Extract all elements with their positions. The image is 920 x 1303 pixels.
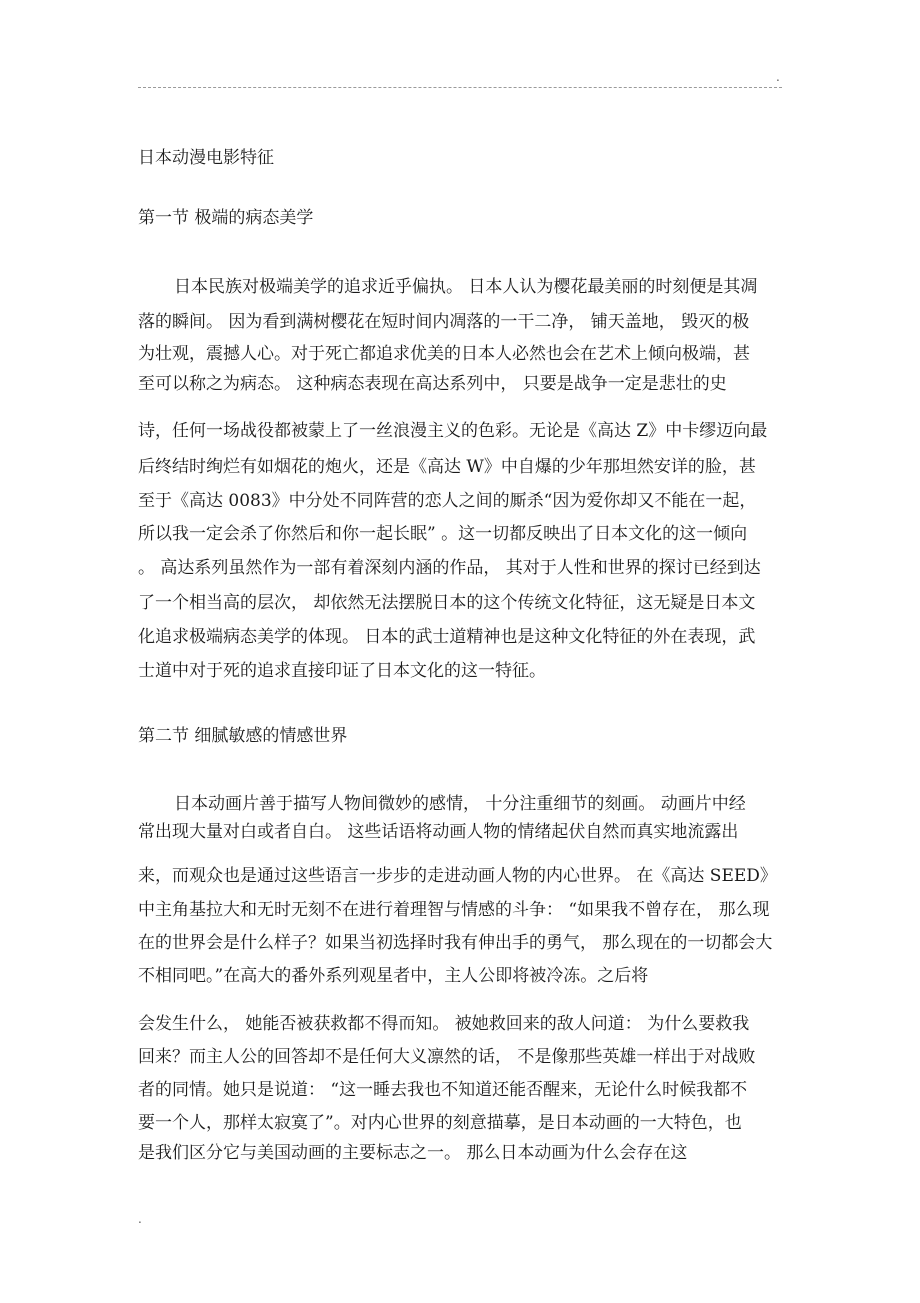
- paragraph-line: 会发生什么， 她能否被获救都不得而知。 被她救回来的敌人问道： 为什么要救我: [138, 1014, 750, 1034]
- paragraph-line: 为壮观，震撼人心。对于死亡都追求优美的日本人必然也会在艺术上倾向极端，甚: [138, 344, 750, 364]
- paragraph-line: 在的世界会是什么样子？如果当初选择时我有伸出手的勇气， 那么现在的一切都会大: [138, 933, 773, 953]
- paragraph-line: 士道中对于死的追求直接印证了日本文化的这一特征。: [138, 661, 546, 681]
- section-1-heading: 第一节 极端的病态美学: [138, 208, 314, 228]
- footer-mark: .: [138, 1212, 142, 1226]
- paragraph-line: 来，而观众也是通过这些语言一步步的走进动画人物的内心世界。 在《高达 SEED》: [138, 866, 777, 886]
- section-2-heading: 第二节 细腻敏感的情感世界: [138, 726, 348, 746]
- paragraph-line: 诗，任何一场战役都被蒙上了一丝浪漫主义的色彩。无论是《高达 Z》中卡缪迈向最: [138, 421, 768, 441]
- header-rule: [138, 87, 782, 88]
- header-mark: .: [776, 70, 780, 84]
- paragraph-line: 至于《高达 0083》中分处不同阵营的恋人之间的厮杀“因为爱你却又不能在一起，: [138, 491, 757, 511]
- paragraph-line: 不相同吧。”在高大的番外系列观星者中，主人公即将被冷冻。之后将: [138, 966, 649, 986]
- paragraph-line: 中主角基拉大和无时无刻不在进行着理智与情感的斗争： “如果我不曾存在， 那么现: [138, 900, 770, 920]
- paragraph-line: 所以我一定会杀了你然后和你一起长眠” 。这一切都反映出了日本文化的这一倾向: [138, 524, 748, 544]
- paragraph-line: 日本动画片善于描写人物间微妙的感情， 十分注重细节的刻画。 动画片中经: [174, 794, 746, 814]
- paragraph-line: 常出现大量对白或者自白。 这些话语将动画人物的情绪起伏自然而真实地流露出: [138, 822, 739, 842]
- document-title: 日本动漫电影特征: [138, 148, 274, 168]
- paragraph-line: 是我们区分它与美国动画的主要标志之一。 那么日本动画为什么会存在这: [138, 1143, 688, 1163]
- paragraph-line: 要一个人，那样太寂寞了”。对内心世界的刻意描摹，是日本动画的一大特色，也: [138, 1113, 742, 1133]
- paragraph-line: 日本民族对极端美学的追求近乎偏执。 日本人认为樱花最美丽的时刻便是其凋: [174, 277, 758, 297]
- paragraph-line: 落的瞬间。 因为看到满树樱花在短时间内凋落的一干二净， 铺天盖地， 毁灭的极: [138, 312, 750, 332]
- paragraph-line: 了一个相当高的层次， 却依然无法摆脱日本的这个传统文化特征，这无疑是日本文: [138, 593, 756, 613]
- paragraph-line: 至可以称之为病态。 这种病态表现在高达系列中， 只要是战争一定是悲壮的史: [138, 374, 727, 394]
- paragraph-line: 。 高达系列虽然作为一部有着深刻内涵的作品， 其对于人性和世界的探讨已经到达: [138, 558, 761, 578]
- paragraph-line: 化追求极端病态美学的体现。 日本的武士道精神也是这种文化特征的外在表现，武: [138, 627, 756, 647]
- paragraph-line: 后终结时绚烂有如烟花的炮火，还是《高达 W》中自爆的少年那坦然安详的脸，甚: [138, 457, 756, 477]
- paragraph-line: 者的同情。她只是说道： “这一睡去我也不知道还能否醒来，无论什么时候我都不: [138, 1080, 748, 1100]
- paragraph-line: 回来？而主人公的回答却不是任何大义凛然的话， 不是像那些英雄一样出于对战败: [138, 1047, 756, 1067]
